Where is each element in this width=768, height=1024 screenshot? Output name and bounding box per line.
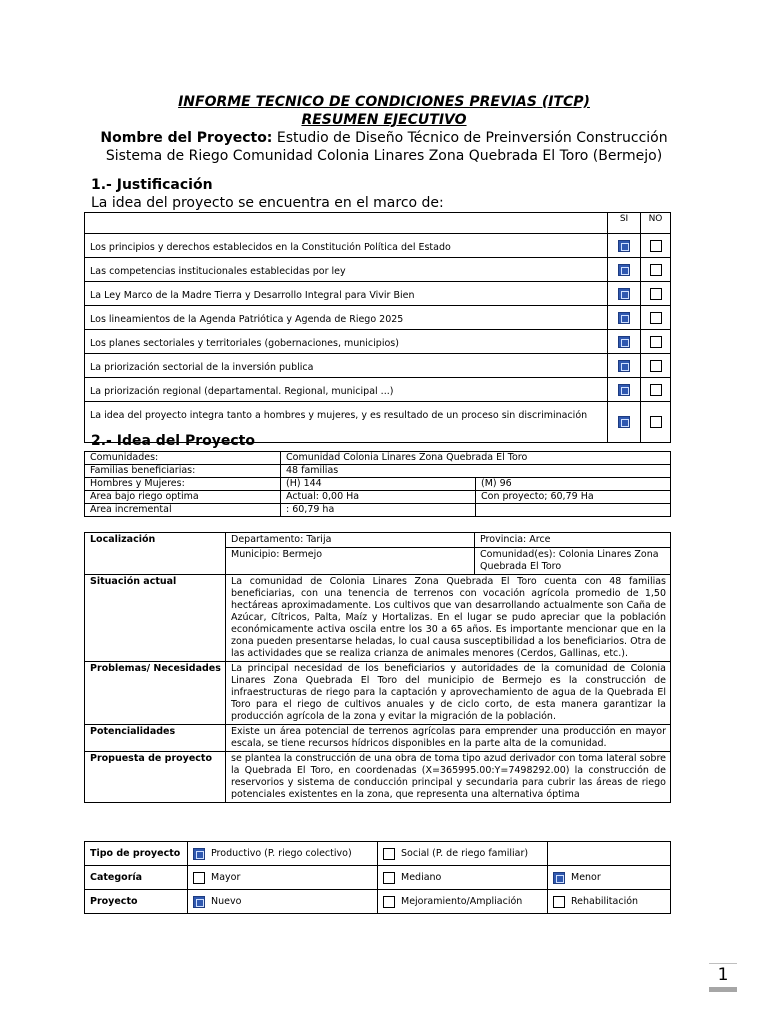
detail-table xyxy=(84,532,671,803)
propuesta-text: se plantea la construcción de una obra de toma tipo azud derivador con toma lateral sobre la Quebrada El Toro, en coordenadas (X=365995.00:Y=7498292.00) la construcción de reservorios y sistema de conducción principal y secundaria para cubrir las áreas de riego potenciales existentes en la zona, que representa una alternativa óptima xyxy=(226,752,671,803)
si-checkbox[interactable] xyxy=(618,384,630,396)
justificacion-row xyxy=(85,354,671,378)
justificacion-item-label: Las competencias institucionales establecidas por ley xyxy=(85,258,608,282)
justificacion-item-label: Los principios y derechos establecidos en la Constitución Política del Estado xyxy=(85,234,608,258)
departamento-value: Departamento: Tarija xyxy=(226,533,475,548)
situacion-label: Situación actual xyxy=(85,575,226,662)
tipo-label: Tipo de proyecto xyxy=(85,842,188,866)
mujeres-value: (M) 96 xyxy=(476,478,671,491)
provincia-value: Provincia: Arce xyxy=(475,533,671,548)
table-row xyxy=(85,662,671,725)
localizacion-label: Localización xyxy=(85,533,226,575)
no-cell xyxy=(641,330,671,354)
idea-table xyxy=(84,451,671,517)
comunidades-detail-value: Comunidad(es): Colonia Linares Zona Quebrada El Toro xyxy=(475,548,671,575)
hombres-mujeres-label: Hombres y Mujeres: xyxy=(85,478,281,491)
empty-cell xyxy=(476,504,671,517)
no-cell xyxy=(641,234,671,258)
problemas-text: La principal necesidad de los beneficiarios y autoridades de la comunidad de Colonia Linares Zona Quebrada El Toro del municipio de Bermejo es la construcción de infraestructuras de riego para la captación y aprovechamiento de agua de la Quebrada El Toro para el riego de cultivos anuales y de ciclo corto, de esta manera garantizar la producción agrícola de la zona y evitar la migración de la población. xyxy=(226,662,671,725)
menor-label: Menor xyxy=(571,872,601,883)
si-checkbox[interactable] xyxy=(618,264,630,276)
mayor-checkbox[interactable] xyxy=(193,872,205,884)
productivo-option xyxy=(188,842,378,866)
project-name-label: Nombre del Proyecto: xyxy=(100,130,273,146)
mejoramiento-checkbox[interactable] xyxy=(383,896,395,908)
si-checkbox[interactable] xyxy=(618,336,630,348)
rehabilitacion-option xyxy=(548,890,671,914)
si-cell xyxy=(608,402,641,443)
no-checkbox[interactable] xyxy=(650,264,662,276)
potencialidades-text: Existe un área potencial de terrenos agrícolas para emprender una producción en mayor escala, se tiene recursos hídricos disponibles en la parte alta de la comunidad. xyxy=(226,725,671,752)
justificacion-row xyxy=(85,282,671,306)
justificacion-row xyxy=(85,378,671,402)
table-row xyxy=(85,465,671,478)
table-row xyxy=(85,842,671,866)
page-number-bar xyxy=(709,987,737,992)
area-con-proyecto-value: Con proyecto; 60,79 Ha xyxy=(476,491,671,504)
social-checkbox[interactable] xyxy=(383,848,395,860)
si-cell xyxy=(608,258,641,282)
si-cell xyxy=(608,282,641,306)
report-title: INFORME TECNICO DE CONDICIONES PREVIAS (ITCP) xyxy=(178,94,590,110)
si-checkbox[interactable] xyxy=(618,312,630,324)
no-checkbox[interactable] xyxy=(650,360,662,372)
table-row xyxy=(85,725,671,752)
project-name-line1: Estudio de Diseño Técnico de Preinversión Construcción xyxy=(276,130,668,146)
si-cell xyxy=(608,234,641,258)
rehabilitacion-label: Rehabilitación xyxy=(571,896,639,907)
justificacion-row xyxy=(85,306,671,330)
nuevo-checkbox[interactable] xyxy=(193,896,205,908)
justificacion-item-label: La Ley Marco de la Madre Tierra y Desarrollo Integral para Vivir Bien xyxy=(85,282,608,306)
mejoramiento-option xyxy=(378,890,548,914)
rehabilitacion-checkbox[interactable] xyxy=(553,896,565,908)
nuevo-label: Nuevo xyxy=(211,896,242,907)
justificacion-item-label: Los planes sectoriales y territoriales (gobernaciones, municipios) xyxy=(85,330,608,354)
si-cell xyxy=(608,378,641,402)
potencialidades-label: Potencialidades xyxy=(85,725,226,752)
justificacion-item-label: La idea del proyecto integra tanto a hombres y mujeres, y es resultado de un proceso sin discriminación xyxy=(85,402,608,443)
area-incremental-label: Area incremental xyxy=(85,504,281,517)
no-cell xyxy=(641,258,671,282)
justificacion-item-label: La priorización regional (departamental. Regional, municipal ...) xyxy=(85,378,608,402)
mayor-option xyxy=(188,866,378,890)
page-number: 1 xyxy=(717,965,729,985)
no-checkbox[interactable] xyxy=(650,288,662,300)
area-actual-value: Actual: 0,00 Ha xyxy=(281,491,476,504)
area-incremental-value: : 60,79 ha xyxy=(281,504,476,517)
table-row xyxy=(85,478,671,491)
mediano-option xyxy=(378,866,548,890)
mediano-checkbox[interactable] xyxy=(383,872,395,884)
justificacion-row xyxy=(85,258,671,282)
justificacion-row xyxy=(85,234,671,258)
no-cell xyxy=(641,282,671,306)
no-cell xyxy=(641,306,671,330)
social-option xyxy=(378,842,548,866)
hombres-value: (H) 144 xyxy=(281,478,476,491)
title-block xyxy=(84,93,684,165)
categoria-label: Categoría xyxy=(85,866,188,890)
municipio-value: Municipio: Bermejo xyxy=(226,548,475,575)
justificacion-item-label: La priorización sectorial de la inversión publica xyxy=(85,354,608,378)
si-checkbox[interactable] xyxy=(618,288,630,300)
table-row xyxy=(85,890,671,914)
page-number-divider xyxy=(709,963,737,964)
section-heading-justificacion: 1.- Justificación xyxy=(91,177,213,193)
table-row xyxy=(85,752,671,803)
si-checkbox[interactable] xyxy=(618,240,630,252)
table-row xyxy=(85,491,671,504)
si-cell xyxy=(608,330,641,354)
si-checkbox[interactable] xyxy=(618,416,630,428)
section-heading-idea: 2.- Idea del Proyecto xyxy=(91,433,255,449)
project-name-line2: Sistema de Riego Comunidad Colonia Linares Zona Quebrada El Toro (Bermejo) xyxy=(105,148,663,164)
problemas-label: Problemas/ Necesidades xyxy=(85,662,226,725)
mejoramiento-label: Mejoramiento/Ampliación xyxy=(401,896,523,907)
comunidades-value: Comunidad Colonia Linares Zona Quebrada El Toro xyxy=(281,452,671,465)
no-cell xyxy=(641,402,671,443)
area-riego-label: Area bajo riego optima xyxy=(85,491,281,504)
project-type-table xyxy=(84,841,671,914)
table-row xyxy=(85,575,671,662)
table-row xyxy=(85,866,671,890)
productivo-label: Productivo (P. riego colectivo) xyxy=(211,848,352,859)
social-label: Social (P. de riego familiar) xyxy=(401,848,529,859)
report-subtitle: RESUMEN EJECUTIVO xyxy=(301,112,467,128)
justificacion-header-row xyxy=(85,213,671,234)
propuesta-label: Propuesta de proyecto xyxy=(85,752,226,803)
no-checkbox[interactable] xyxy=(650,336,662,348)
mayor-label: Mayor xyxy=(211,872,241,883)
no-checkbox[interactable] xyxy=(650,240,662,252)
situacion-text: La comunidad de Colonia Linares Zona Quebrada El Toro cuenta con 48 familias beneficiarias, con una tenencia de terrenos con vocación agrícola promedio de 1,50 hectáreas aproximadamente. Los cultivos que van desarrollando actualmente son Caña de Azúcar, Cítricos, Palta, Maíz y Hortalizas. En el lugar se pudo apreciar que la población económicamente activa oscila entre los 30 a 65 años. Es importante mencionar que en la zona pueden presentarse heladas, lo cual causa susceptibilidad a los beneficiarios. Otra de las actividades que se realiza crianza de animales menores (Cerdos, Gallinas, etc.). xyxy=(226,575,671,662)
column-header-si: SI xyxy=(608,213,641,234)
familias-label: Familias beneficiarias: xyxy=(85,465,281,478)
empty-cell xyxy=(548,842,671,866)
proyecto-label: Proyecto xyxy=(85,890,188,914)
productivo-checkbox[interactable] xyxy=(193,848,205,860)
nuevo-option xyxy=(188,890,378,914)
no-checkbox[interactable] xyxy=(650,416,662,428)
menor-option xyxy=(548,866,671,890)
header-blank-cell xyxy=(85,213,608,234)
table-row xyxy=(85,533,671,548)
familias-value: 48 familias xyxy=(281,465,671,478)
justificacion-row xyxy=(85,330,671,354)
justificacion-item-label: Los lineamientos de la Agenda Patriótica y Agenda de Riego 2025 xyxy=(85,306,608,330)
no-cell xyxy=(641,378,671,402)
justificacion-intro: La idea del proyecto se encuentra en el marco de: xyxy=(91,195,444,211)
table-row xyxy=(85,504,671,517)
project-name xyxy=(84,129,684,147)
no-checkbox[interactable] xyxy=(650,312,662,324)
comunidades-label: Comunidades: xyxy=(85,452,281,465)
si-checkbox[interactable] xyxy=(618,360,630,372)
si-cell xyxy=(608,306,641,330)
si-cell xyxy=(608,354,641,378)
mediano-label: Mediano xyxy=(401,872,442,883)
no-cell xyxy=(641,354,671,378)
table-row xyxy=(85,452,671,465)
menor-checkbox[interactable] xyxy=(553,872,565,884)
justificacion-table xyxy=(84,212,671,443)
no-checkbox[interactable] xyxy=(650,384,662,396)
column-header-no: NO xyxy=(641,213,671,234)
